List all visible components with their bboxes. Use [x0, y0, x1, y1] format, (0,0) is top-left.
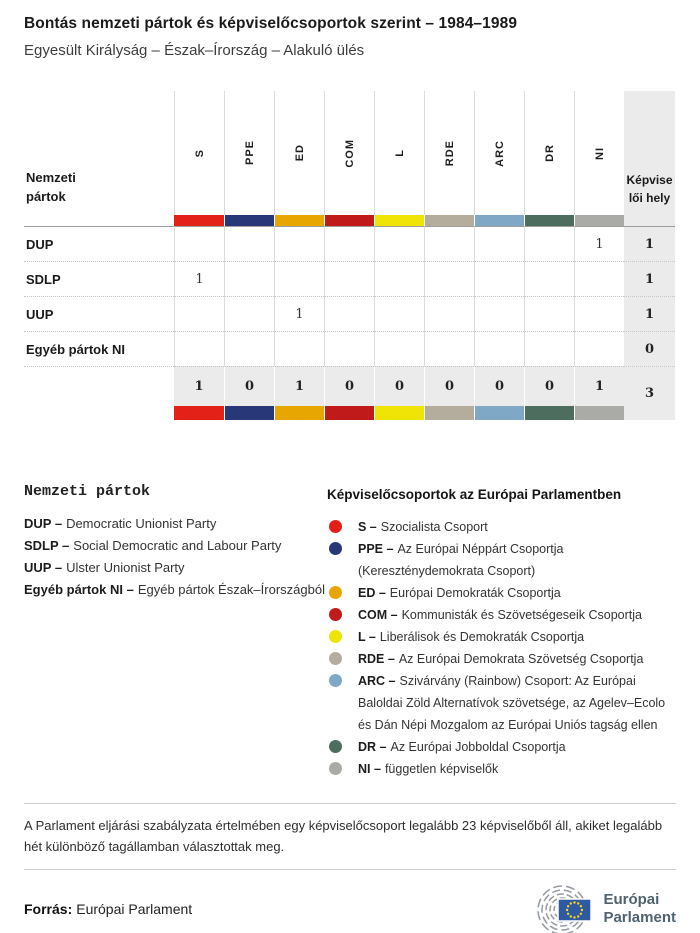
results-table: [24, 91, 675, 420]
color-bar-arc: [474, 215, 524, 226]
table-cell: [324, 226, 374, 261]
table-cell: [174, 331, 224, 366]
group-header-s: S: [174, 91, 224, 215]
seats-column-filler: [624, 215, 675, 226]
table-corner-header: [24, 91, 174, 215]
table-cell: [374, 261, 424, 296]
table-cell: [374, 296, 424, 331]
color-bar-rde: [424, 406, 474, 420]
table-cell: [324, 296, 374, 331]
color-bar-spacer: [24, 215, 174, 226]
legend-item-ni: NI – független képviselők: [327, 758, 676, 780]
seats-column-header: Képvise lői hely: [624, 91, 675, 215]
hemicycle-logo-icon: [532, 882, 594, 933]
legend-item-s: S – Szocialista Csoport: [327, 516, 676, 538]
corner-header-line1: Nemzeti: [26, 170, 76, 185]
legend-item-dup: DUP – Democratic Unionist Party: [24, 516, 217, 531]
seats-cell-dup: 1: [624, 226, 675, 261]
legend-item-uup: UUP – Ulster Unionist Party: [24, 560, 185, 575]
group-header-dr: DR: [524, 91, 574, 215]
legend-national-parties-title: Nemzeti pártok: [24, 483, 151, 500]
seats-cell-sdlp: 1: [624, 261, 675, 296]
group-header-arc: ARC: [474, 91, 524, 215]
group-color-dot: [329, 630, 342, 643]
table-cell: [574, 331, 624, 366]
table-cell: [524, 226, 574, 261]
group-header-rde: RDE: [424, 91, 474, 215]
table-cell: [274, 226, 324, 261]
seats-cell-other: 0: [624, 331, 675, 366]
table-cell: [424, 331, 474, 366]
group-color-dot: [329, 520, 342, 533]
group-color-dot: [329, 542, 342, 555]
total-cell-ed: 1: [274, 366, 324, 406]
color-bar-ed: [274, 215, 324, 226]
totals-row-spacer: [24, 366, 174, 406]
legend-political-groups: [327, 483, 676, 780]
total-cell-ni: 1: [574, 366, 624, 406]
party-row-label-uup: UUP: [24, 296, 174, 331]
color-bar-ed: [274, 406, 324, 420]
table-cell: [224, 331, 274, 366]
footer: [24, 882, 676, 933]
group-header-com: COM: [324, 91, 374, 215]
color-bar-ppe: [224, 215, 274, 226]
source-value: Európai Parlament: [76, 901, 193, 917]
source-line: [24, 901, 192, 917]
page-title: Bontás nemzeti pártok és képviselőcsoportok szerint – 1984–1989: [24, 15, 518, 32]
table-cell: [174, 296, 224, 331]
legend-item-sdlp: SDLP – Social Democratic and Labour Party: [24, 538, 282, 553]
table-cell: [424, 226, 474, 261]
party-row-label-dup: DUP: [24, 226, 174, 261]
table-cell: [324, 261, 374, 296]
legend-item-rde: RDE – Az Európai Demokrata Szövetség Csoportja: [327, 648, 676, 670]
results-page: [0, 15, 700, 933]
color-bar-dr: [524, 406, 574, 420]
table-cell: [474, 226, 524, 261]
group-color-dot: [329, 674, 342, 687]
color-bar-s: [174, 406, 224, 420]
group-header-l: L: [374, 91, 424, 215]
group-color-dot: [329, 586, 342, 599]
table-cell: [474, 261, 524, 296]
party-row-label-sdlp: SDLP: [24, 261, 174, 296]
table-cell: [274, 331, 324, 366]
legend-item-com: COM – Kommunisták és Szövetségeseik Csoportja: [327, 604, 676, 626]
group-header-ed: ED: [274, 91, 324, 215]
table-cell: [424, 261, 474, 296]
footnote: A Parlament eljárási szabályzata értelmében egy képviselőcsoport legalább 23 képviselőből áll, akiket legalább hét különböző tagállamban választottak meg.: [24, 818, 663, 854]
color-bar-l: [374, 406, 424, 420]
table-cell: [474, 331, 524, 366]
table-cell: [224, 296, 274, 331]
seats-cell-uup: 1: [624, 296, 675, 331]
legend-item-arc: ARC – Szivárvány (Rainbow) Csoport: Az Európai Baloldai Zöld Alternatívok szövetsége, az Agelev–Ecolo és Dán Népi Mozgalom az Európai Uniós tagság ellen: [327, 670, 676, 736]
table-cell: 1: [274, 296, 324, 331]
source-label: Forrás:: [24, 901, 73, 917]
legend-item-ed: ED – Európai Demokraták Csoportja: [327, 582, 676, 604]
group-header-ni: NI: [574, 91, 624, 215]
table-cell: [324, 331, 374, 366]
color-bar-arc: [474, 406, 524, 420]
table-cell: [224, 261, 274, 296]
legend-item-dr: DR – Az Európai Jobboldal Csoportja: [327, 736, 676, 758]
table-cell: [224, 226, 274, 261]
total-cell-s: 1: [174, 366, 224, 406]
table-cell: [574, 261, 624, 296]
corner-header-line2: pártok: [26, 189, 66, 204]
total-cell-com: 0: [324, 366, 374, 406]
party-row-label-other: Egyéb pártok NI: [24, 331, 174, 366]
grand-total-cell: 3: [624, 366, 675, 420]
legend-item-l: L – Liberálisok és Demokraták Csoportja: [327, 626, 676, 648]
legend-item-other: Egyéb pártok NI – Egyéb pártok Észak–Írországból: [24, 582, 325, 597]
divider: [24, 869, 676, 870]
color-bar-ni: [574, 215, 624, 226]
divider: [24, 803, 676, 804]
table-cell: [374, 226, 424, 261]
group-color-dot: [329, 652, 342, 665]
table-cell: [174, 226, 224, 261]
table-cell: [524, 261, 574, 296]
color-bar-spacer: [24, 406, 174, 420]
table-cell: [474, 296, 524, 331]
page-subtitle: Egyesült Királyság – Észak–Írország – Alakuló ülés: [24, 42, 365, 59]
table-cell: [524, 296, 574, 331]
table-cell: [424, 296, 474, 331]
group-color-dot: [329, 762, 342, 775]
european-parliament-logo: [532, 882, 676, 933]
color-bar-rde: [424, 215, 474, 226]
legend-item-ppe: PPE – Az Európai Néppárt Csoportja (Kereszténydemokrata Csoport): [327, 538, 676, 582]
legend-section: [24, 483, 676, 780]
total-cell-dr: 0: [524, 366, 574, 406]
color-bar-s: [174, 215, 224, 226]
table-cell: [524, 331, 574, 366]
total-cell-l: 0: [374, 366, 424, 406]
table-cell: 1: [574, 226, 624, 261]
total-cell-arc: 0: [474, 366, 524, 406]
group-color-dot: [329, 608, 342, 621]
logo-wordmark: Európai Parlament: [603, 891, 676, 926]
table-cell: [374, 331, 424, 366]
group-color-dot: [329, 740, 342, 753]
legend-political-groups-title: Képviselőcsoportok az Európai Parlamentben: [327, 487, 622, 502]
color-bar-com: [324, 215, 374, 226]
color-bar-l: [374, 215, 424, 226]
legend-national-parties: [24, 483, 327, 780]
table-cell: [274, 261, 324, 296]
table-cell: 1: [174, 261, 224, 296]
color-bar-com: [324, 406, 374, 420]
color-bar-ni: [574, 406, 624, 420]
table-cell: [574, 296, 624, 331]
total-cell-rde: 0: [424, 366, 474, 406]
group-header-ppe: PPE: [224, 91, 274, 215]
color-bar-ppe: [224, 406, 274, 420]
total-cell-ppe: 0: [224, 366, 274, 406]
color-bar-dr: [524, 215, 574, 226]
